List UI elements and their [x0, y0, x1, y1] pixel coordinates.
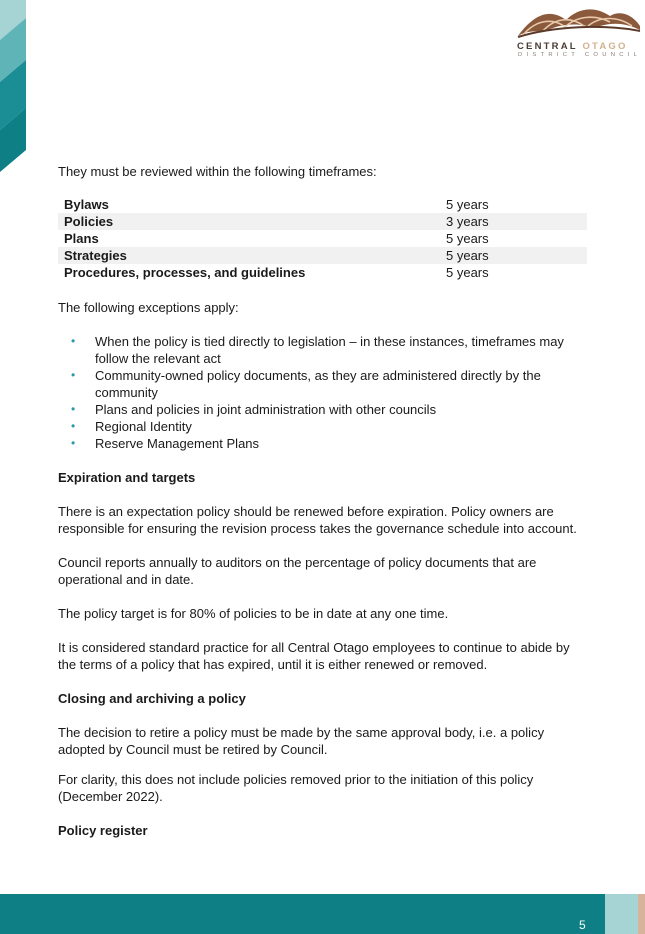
- exceptions-list: [58, 333, 590, 452]
- timeframes-intro: They must be reviewed within the following timeframes:: [58, 164, 377, 179]
- timeframe-period: 5 years: [446, 265, 489, 280]
- footer-accent-light: [605, 894, 638, 934]
- corner-decoration: [0, 0, 26, 175]
- timeframes-table: [58, 196, 587, 281]
- footer-accent-tan: [638, 894, 645, 934]
- list-item: • Reserve Management Plans: [71, 436, 260, 451]
- bullet-icon: •: [71, 419, 76, 433]
- list-item: • Community-owned policy documents, as they are administered directly by the community: [71, 368, 541, 400]
- exceptions-intro: The following exceptions apply:: [58, 300, 239, 315]
- timeframe-name: Plans: [64, 231, 99, 246]
- timeframe-name: Bylaws: [64, 197, 109, 212]
- list-item: • Plans and policies in joint administration with other councils: [71, 402, 437, 417]
- paragraph: The decision to retire a policy must be made by the same approval body, i.e. a policy adopted by Council must be retired by Council.: [58, 725, 545, 757]
- table-row: [58, 196, 587, 213]
- timeframe-name: Procedures, processes, and guidelines: [64, 265, 306, 280]
- paragraph: Council reports annually to auditors on the percentage of policy documents that are operational and in date.: [58, 555, 537, 587]
- bullet-icon: •: [71, 368, 76, 382]
- timeframe-name: Policies: [58, 213, 440, 230]
- timeframe-period: 5 years: [446, 197, 489, 212]
- page-content: [58, 163, 590, 856]
- bullet-icon: •: [71, 402, 76, 416]
- paragraph: There is an expectation policy should be renewed before expiration. Policy owners are responsible for ensuring the revision process takes the governance schedule into account.: [58, 504, 577, 536]
- section-heading-closing: Closing and archiving a policy: [58, 691, 246, 706]
- page-number: 5: [579, 918, 586, 932]
- table-row: [58, 247, 587, 264]
- timeframe-period: 3 years: [440, 213, 587, 230]
- timeframe-name: Strategies: [58, 247, 440, 264]
- paragraph: For clarity, this does not include policies removed prior to the initiation of this policy (December 2022).: [58, 772, 534, 804]
- paragraph: The policy target is for 80% of policies to be in date at any one time.: [58, 606, 449, 621]
- table-row: [58, 213, 587, 230]
- table-row: [58, 264, 587, 281]
- timeframe-period: 5 years: [440, 247, 587, 264]
- section-heading-register: Policy register: [58, 823, 148, 838]
- footer-band: [0, 894, 645, 934]
- timeframe-period: 5 years: [446, 231, 489, 246]
- bullet-icon: •: [71, 334, 76, 348]
- paragraph: It is considered standard practice for all Central Otago employees to continue to abide by the terms of a policy that has expired, until it is either renewed or removed.: [58, 640, 570, 672]
- section-heading-expiration: Expiration and targets: [58, 470, 196, 485]
- logo-wordmark: CENTRAL OTAGO: [517, 41, 628, 52]
- table-row: [58, 230, 587, 247]
- list-item: • When the policy is tied directly to legislation – in these instances, timeframes may follow the relevant act: [71, 334, 564, 366]
- bullet-icon: •: [71, 436, 76, 450]
- logo-subtitle: DISTRICT COUNCIL: [518, 52, 642, 58]
- list-item: • Regional Identity: [71, 419, 192, 434]
